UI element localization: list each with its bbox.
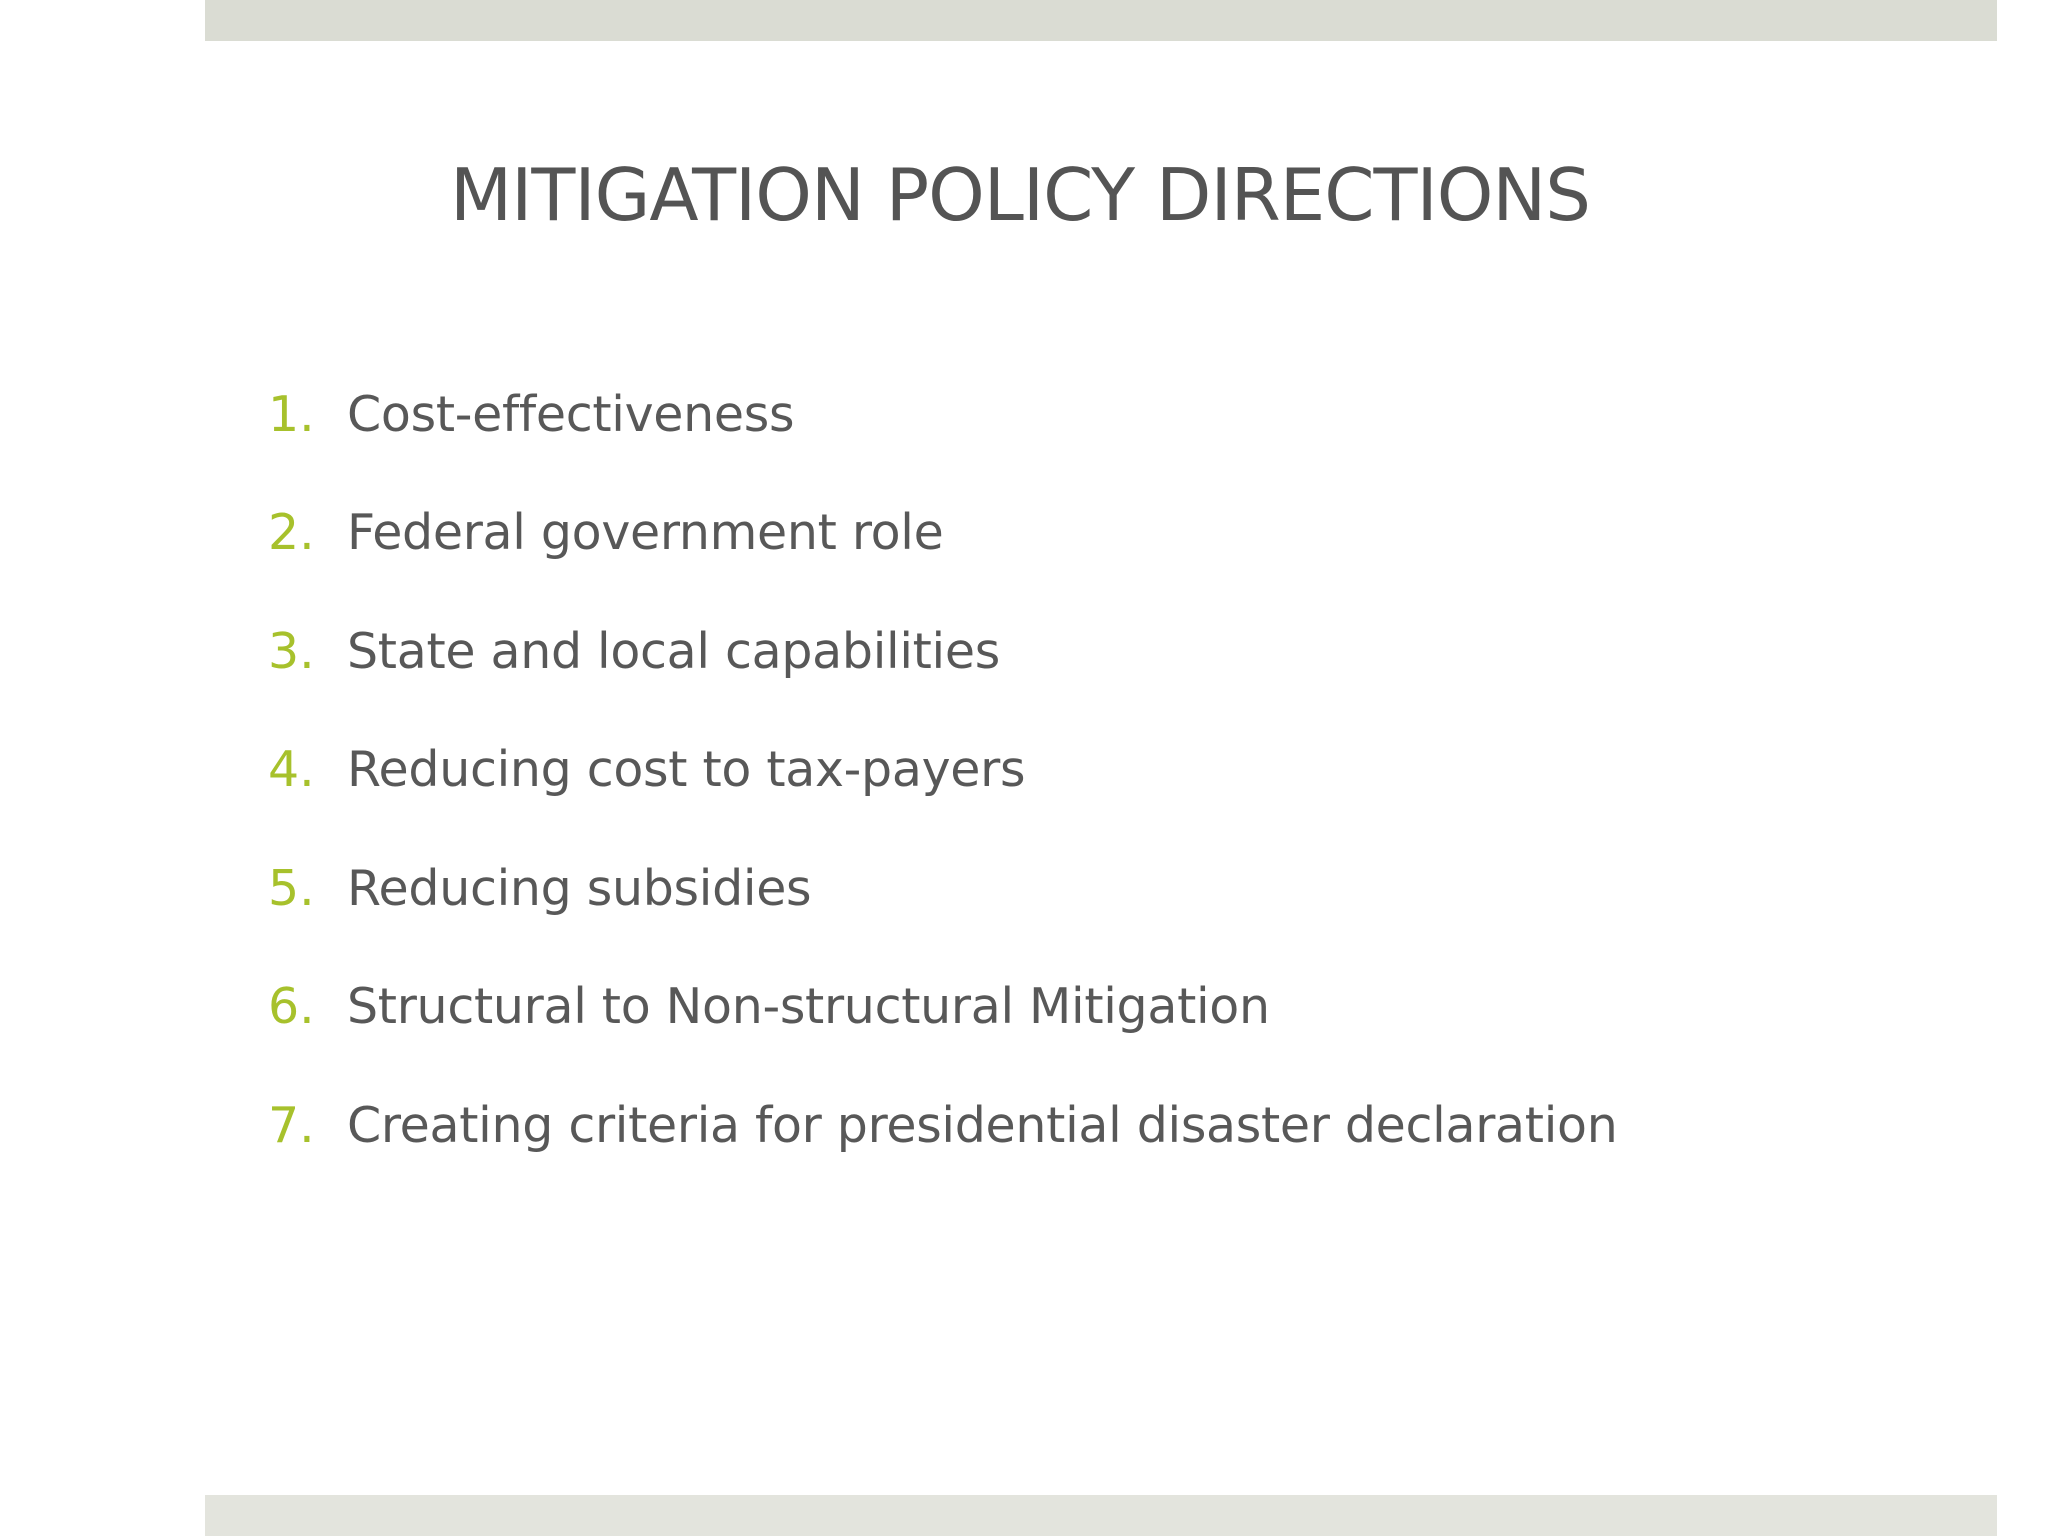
- top-decorative-bar: [205, 0, 1997, 41]
- list-item-number: 6.: [268, 978, 315, 1036]
- list-item: [268, 1066, 1868, 1185]
- list-item-text: Cost-effectiveness: [347, 385, 795, 443]
- list-item: [268, 711, 1868, 830]
- list-item: [268, 355, 1868, 474]
- list-item-number: 4.: [268, 741, 315, 799]
- bottom-decorative-bar: [205, 1495, 1997, 1536]
- list-item-text: Reducing subsidies: [347, 859, 812, 917]
- list-item-number: 5.: [268, 859, 315, 917]
- list-item: [268, 948, 1868, 1067]
- list-item: [268, 474, 1868, 593]
- list-item: [268, 829, 1868, 948]
- list-item-text: Structural to Non-structural Mitigation: [347, 978, 1270, 1036]
- list-item-text: Federal government role: [347, 504, 944, 562]
- slide-title: MITIGATION POLICY DIRECTIONS: [450, 153, 1590, 237]
- list-item-text: Creating criteria for presidential disaster declaration: [347, 1096, 1618, 1154]
- list-item-number: 7.: [268, 1096, 315, 1154]
- list-item-text: Reducing cost to tax-payers: [347, 741, 1026, 799]
- list-item-number: 1.: [268, 385, 315, 443]
- policy-directions-list: [268, 355, 1868, 1185]
- list-item-number: 3.: [268, 622, 315, 680]
- list-item-text: State and local capabilities: [347, 622, 1000, 680]
- list-item: [268, 592, 1868, 711]
- list-item-number: 2.: [268, 504, 315, 562]
